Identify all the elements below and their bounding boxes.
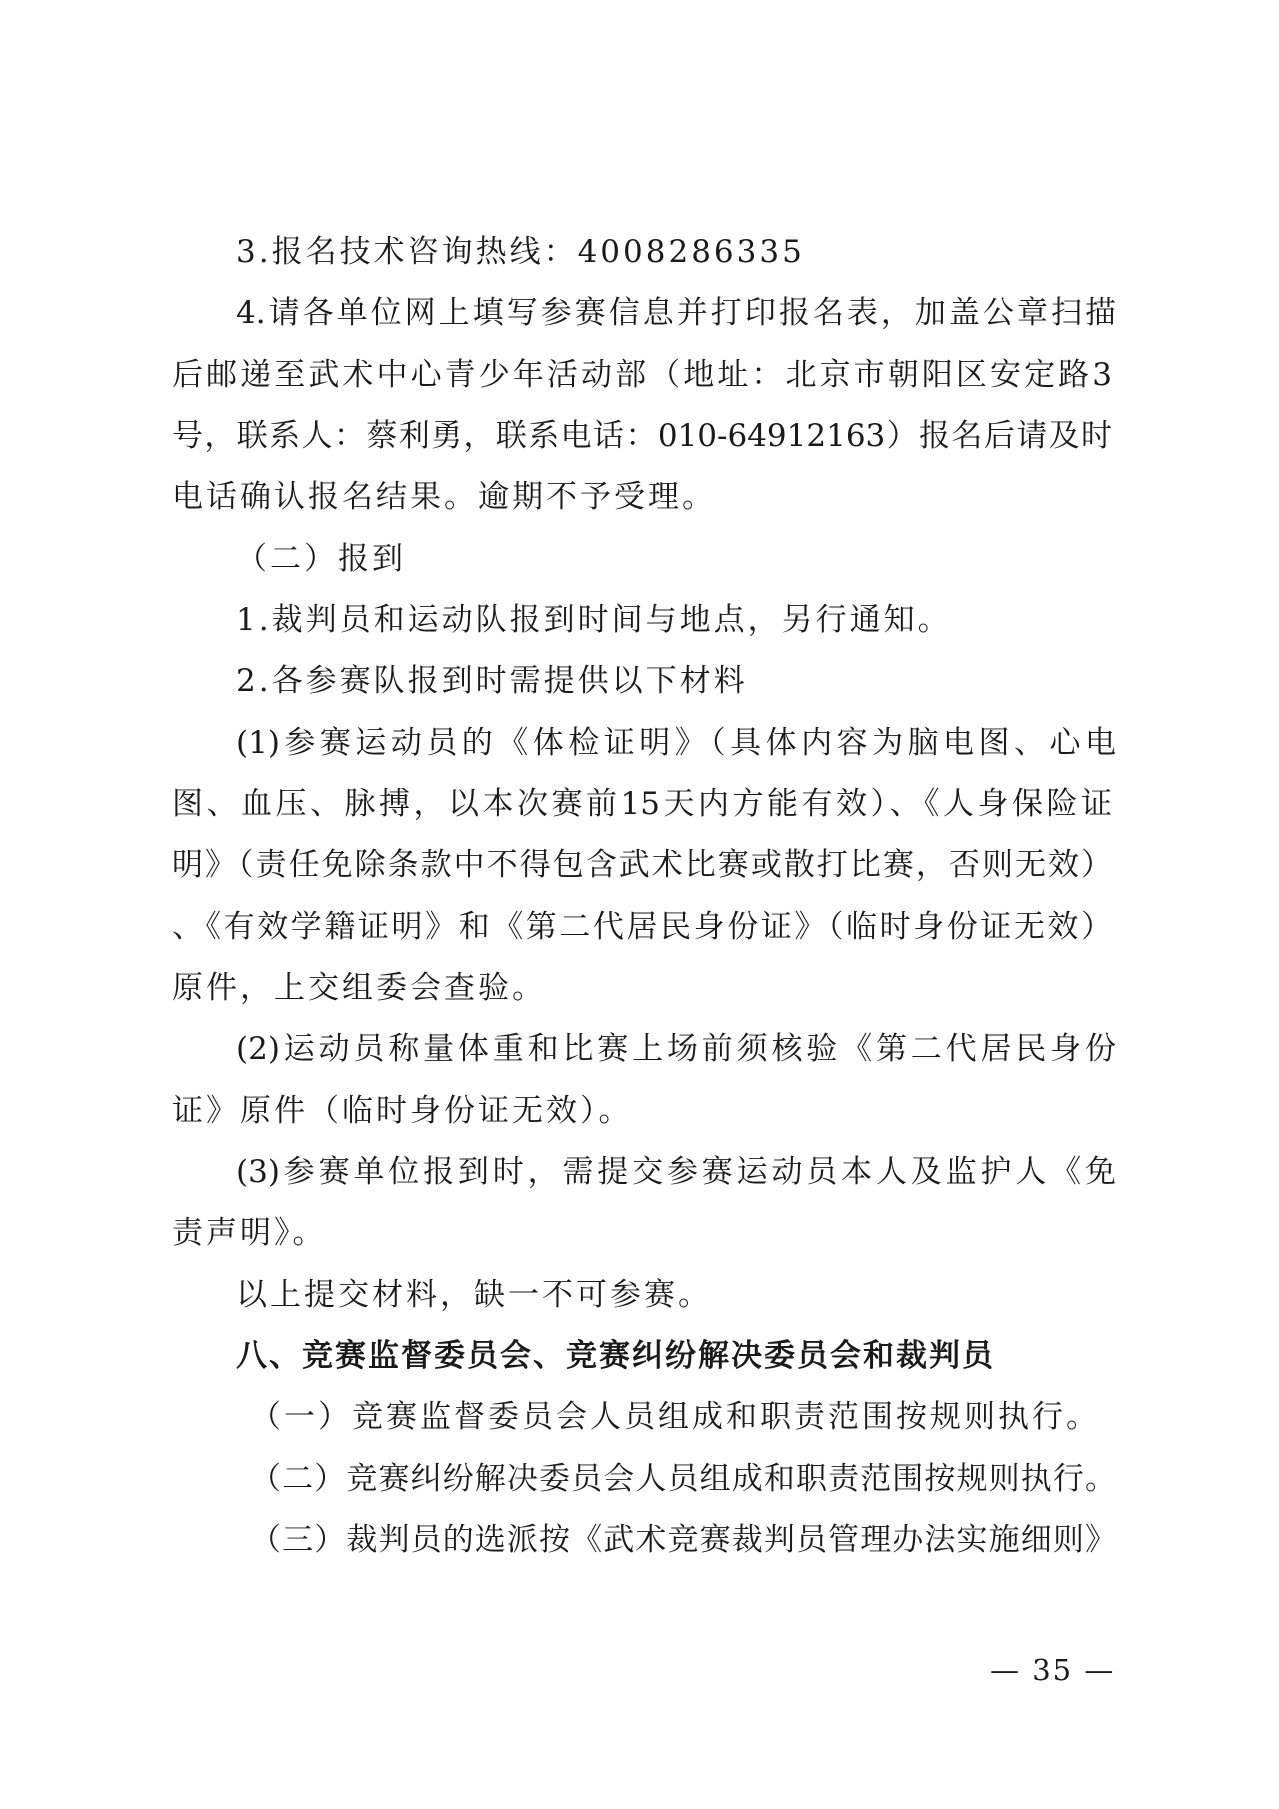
hotline-line: 3.报名技术咨询热线：4008286335 (236, 234, 805, 270)
registration-instruction-line-4: 电话确认报名结果。逾期不予受理。 (172, 479, 716, 515)
committee-item-1: （一）竞赛监督委员会人员组成和职责范围按规则执行。 (250, 1399, 1100, 1435)
materials-item-2-line-1: (2)运动员称量体重和比赛上场前须核验《第二代居民身份 (236, 1031, 1116, 1067)
materials-item-1-line-5: 原件，上交组委会查验。 (172, 970, 546, 1006)
committee-item-3: （三）裁判员的选派按《武术竞赛裁判员管理办法实施细则》 (250, 1522, 1116, 1558)
materials-item-3-line-2: 责声明》。 (172, 1215, 327, 1251)
materials-item-1-line-4: 、《有效学籍证明》和《第二代居民身份证》（临时身份证无效） (172, 909, 1112, 945)
check-in-item-1: 1.裁判员和运动队报到时间与地点，另行通知。 (236, 602, 952, 638)
check-in-item-2: 2.各参赛队报到时需提供以下材料 (236, 663, 748, 699)
section-heading-check-in: （二）报到 (236, 541, 406, 577)
registration-instruction-line-2: 后邮递至武术中心青少年活动部（地址：北京市朝阳区安定路3 (172, 357, 1112, 393)
materials-item-1-line-2: 图、血压、脉搏，以本次赛前15天内方能有效）、《人身保险证 (172, 786, 1112, 822)
committee-item-2: （二）竞赛纠纷解决委员会人员组成和职责范围按规则执行。 (250, 1461, 1116, 1497)
materials-note: 以上提交材料，缺一不可参赛。 (236, 1277, 712, 1313)
materials-item-1-line-1: (1)参赛运动员的《体检证明》（具体内容为脑电图、心电 (236, 725, 1116, 761)
materials-item-2-line-2: 证》原件（临时身份证无效）。 (172, 1093, 633, 1129)
page-number: — 35 — (990, 1653, 1116, 1687)
materials-item-1-line-3: 明》（责任免除条款中不得包含武术比赛或散打比赛，否则无效） (172, 847, 1112, 883)
registration-instruction-line-3: 号，联系人：蔡利勇，联系电话：010-64912163）报名后请及时 (172, 418, 1112, 454)
materials-item-3-line-1: (3)参赛单位报到时，需提交参赛运动员本人及监护人《免 (236, 1154, 1116, 1190)
section-heading-eight: 八、竞赛监督委员会、竞赛纠纷解决委员会和裁判员 (236, 1338, 995, 1374)
registration-instruction-line-1: 4.请各单位网上填写参赛信息并打印报名表，加盖公章扫描 (236, 295, 1116, 331)
